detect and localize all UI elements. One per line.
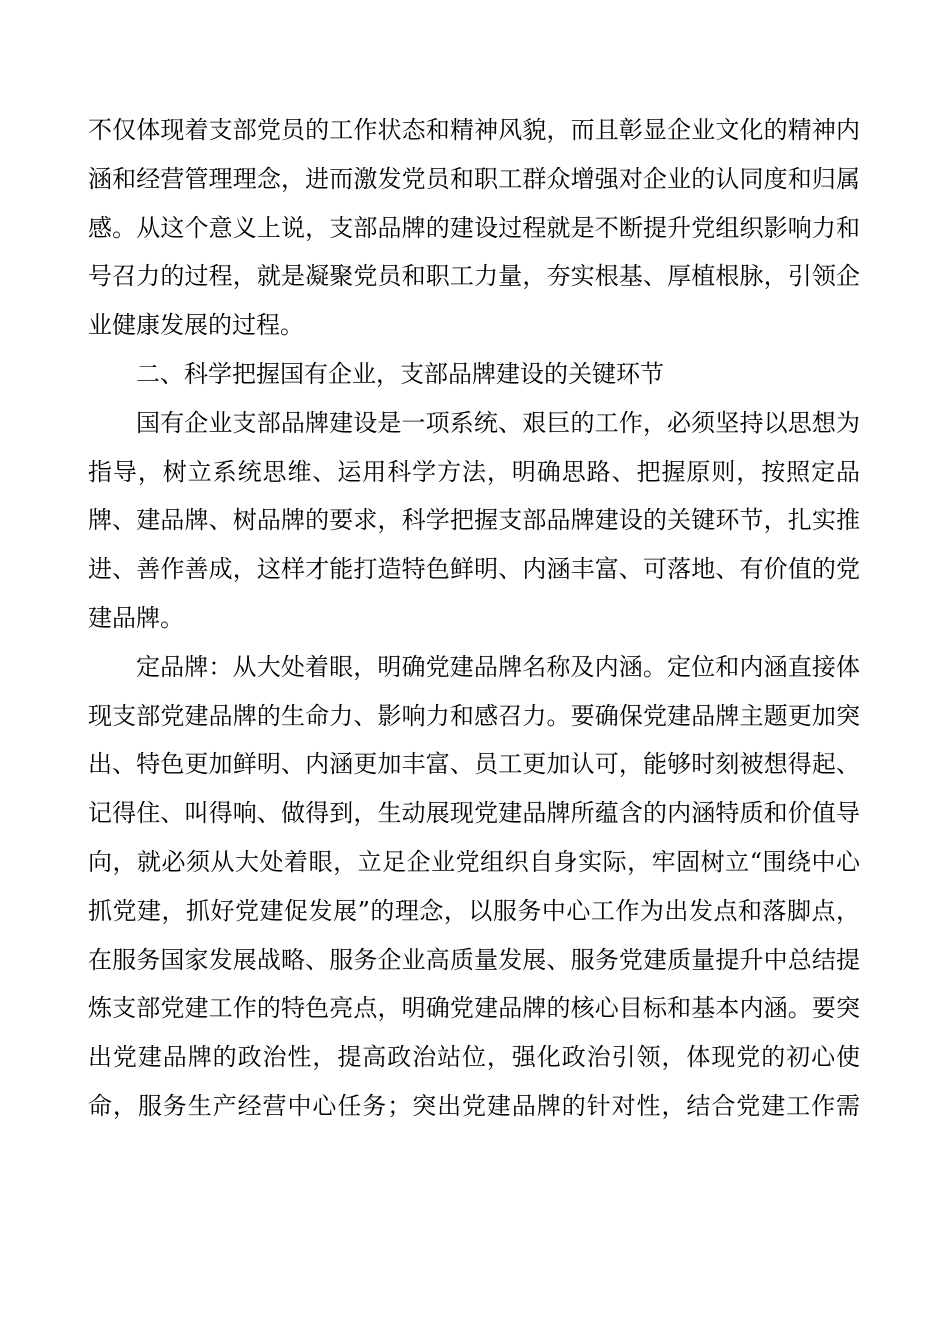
paragraph-body	[88, 399, 860, 643]
text-line: 命，服务生产经营中心任务；突出党建品牌的针对性，结合党建工作需	[88, 1091, 860, 1120]
text-line: 牌、建品牌、树品牌的要求，科学把握支部品牌建设的关键环节，扎实推	[88, 506, 860, 535]
paragraph-continuation	[88, 106, 860, 350]
text-line: 进、善作善成，这样才能打造特色鲜明、内涵丰富、可落地、有价值的党	[88, 555, 860, 584]
text-line: 抓党建，抓好党建促发展”的理念，以服务中心工作为出发点和落脚点，	[88, 896, 860, 925]
text-line: 不仅体现着支部党员的工作状态和精神风貌，而且彰显企业文化的精神内	[88, 116, 860, 144]
paragraph-body	[88, 643, 860, 1131]
text-line: 号召力的过程，就是凝聚党员和职工力量，夯实根基、厚植根脉，引领企	[88, 262, 860, 291]
text-line: 出党建品牌的政治性，提高政治站位，强化政治引领，体现党的初心使	[88, 1043, 860, 1072]
text-line: 业健康发展的过程。	[88, 311, 304, 340]
text-line: 建品牌。	[88, 603, 184, 632]
text-line: 炼支部党建工作的特色亮点，明确党建品牌的核心目标和基本内涵。要突	[88, 994, 860, 1023]
text-line: 感。从这个意义上说，支部品牌的建设过程就是不断提升党组织影响力和	[88, 213, 860, 242]
section-heading	[88, 350, 860, 399]
text-line: 现支部党建品牌的生命力、影响力和感召力。要确保党建品牌主题更加突	[88, 701, 860, 730]
text-line: 定品牌：从大处着眼，明确党建品牌名称及内涵。定位和内涵直接体	[136, 652, 860, 681]
text-line: 涵和经营管理理念，进而激发党员和职工群众增强对企业的认同度和归属	[88, 164, 860, 193]
text-line: 在服务国家发展战略、服务企业高质量发展、服务党建质量提升中总结提	[88, 945, 860, 974]
heading-line: 二、科学把握国有企业，支部品牌建设的关键环节	[136, 359, 664, 388]
text-line: 国有企业支部品牌建设是一项系统、艰巨的工作，必须坚持以思想为	[136, 408, 860, 437]
document-page	[88, 106, 860, 1131]
text-line: 向，就必须从大处着眼，立足企业党组织自身实际，牢固树立“围绕中心	[88, 847, 860, 876]
text-line: 指导，树立系统思维、运用科学方法，明确思路、把握原则，按照定品	[88, 457, 860, 486]
text-line: 出、特色更加鲜明、内涵更加丰富、员工更加认可，能够时刻被想得起、	[88, 750, 860, 779]
text-line: 记得住、叫得响、做得到，生动展现党建品牌所蕴含的内涵特质和价值导	[88, 799, 860, 828]
